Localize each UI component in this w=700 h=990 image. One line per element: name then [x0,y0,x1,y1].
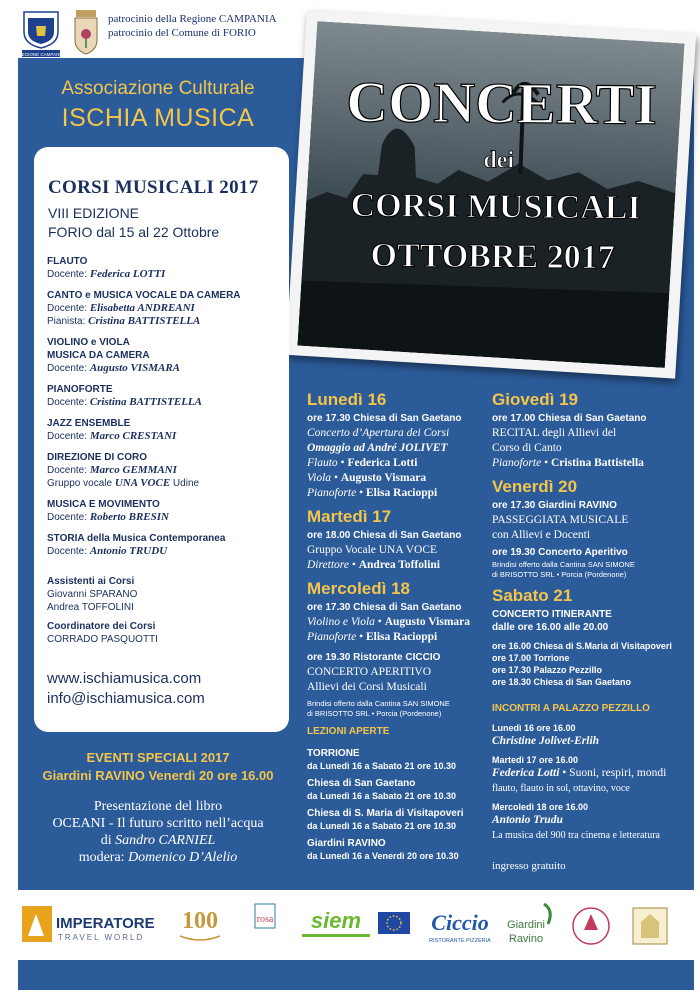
pianist-name: Cristina BATTISTELLA [88,315,201,327]
course-teacher-line [47,396,282,409]
eu-flag-icon [376,900,412,950]
sponsor-imperatore-sub: TRAVEL WORLD [58,933,145,942]
teacher-name: Roberto BRESIN [89,511,169,523]
teacher-label: Docente: [47,269,90,280]
association-line1: Associazione Culturale [61,78,255,99]
book-line3 [18,832,298,849]
schedule-right-column [492,390,687,874]
sponsor-100-logo [170,900,230,950]
book-author-prefix: di [100,833,116,848]
sponsor-note: Brindisi offerto dalla Cantina SAN SIMONE [492,560,635,569]
course-item [47,255,282,281]
course-item [47,336,282,375]
meeting-time: Mercoledì 18 ore 16.00 [492,802,589,812]
event-line: RECITAL degli Allievi del [492,427,617,439]
course-pianist-line [47,315,282,328]
lesson-place: TORRIONE [307,748,360,759]
performer-name: Augusto Vismara [340,472,427,484]
event-line: CONCERTO APERITIVO [307,666,432,678]
performer-line: Pianoforte • Elisa Racioppi [307,631,438,643]
performer-name: Cristina Battistella [550,457,644,469]
performer-line: Pianoforte • Elisa Racioppi [307,487,438,499]
event-line: CONCERTO ITINERANTE [492,609,612,620]
group-name: UNA VOCE [114,477,171,489]
meeting-desc-line [492,766,687,781]
performer-role: Viola [307,472,332,484]
sponsor-siem-logo [296,900,376,950]
course-item [47,289,282,328]
tour-stop: ore 16.00 Chiesa di S.Maria di Visitapoveri [492,641,672,651]
teacher-label: Docente: [47,397,90,408]
association-name: ISCHIA MUSICA [61,104,255,132]
teacher-name: Elisabetta ANDREANI [89,302,195,314]
event-line: dalle ore 16.00 alle 20.00 [492,622,609,633]
event-line: PASSEGGIATA MUSICALE [492,514,629,526]
course-title: CANTO e MUSICA VOCALE DA CAMERA [47,290,241,301]
lesson-when: da Lunedì 16 a Venerdì 20 ore 10.30 [307,851,459,861]
sponsor-ciccio-logo [420,900,500,950]
course-title-2: MUSICA DA CAMERA [47,350,150,361]
patrocinio-text [108,12,277,40]
performer-role: Violino e Viola [307,616,375,628]
event-time: ore 17.30 Chiesa di San Gaetano [307,413,462,424]
performer-line: Violino e Viola • Augusto Vismara [307,616,471,628]
performer-line: Pianoforte • Cristina Battistella [492,457,644,469]
course-teacher-line [47,511,282,524]
day-heading-mercoledi: Mercoledì 18 [307,579,410,598]
day-heading-lunedi: Lunedì 16 [307,390,387,409]
teacher-label: Docente: [47,363,90,374]
event-time: ore 17.30 Giardini RAVINO [492,500,617,511]
assistant-name: Andrea TOFFOLINI [47,602,134,613]
course-teacher-line [47,545,282,558]
schedule-left-column [307,390,487,862]
contacts-block [47,669,205,709]
meeting-speaker: Antonio Trudu [492,814,563,826]
lesson-place: Giardini RAVINO [307,838,386,849]
course-title: VIOLINO e VIOLA [47,337,130,348]
course-title: DIREZIONE DI CORO [47,452,148,463]
assistants-block [47,575,158,646]
teacher-name: Augusto VISMARA [89,362,180,374]
photo-title-dei: dei [483,147,515,174]
book-line2: OCEANI - Il futuro scritto nell’acqua [52,816,264,831]
teacher-name: Federica LOTTI [89,268,166,280]
photo-title-corsi: CORSI MUSICALI [350,187,641,227]
course-title: FLAUTO [47,256,88,267]
lezioni-aperte-title: LEZIONI APERTE [307,726,390,737]
special-events-title: EVENTI SPECIALI 2017 [86,750,230,765]
lesson-when: da Lunedì 16 a Sabato 21 ore 10.30 [307,821,457,831]
sponsor-note: di BRISOTTO SRL • Porcia (Pordenone) [307,709,442,718]
sponsor-rosa-name: rosa [256,914,274,925]
course-item [47,532,282,558]
photo-title-ottobre: OTTOBRE 2017 [370,237,615,277]
book-author: Sandro CARNIEL [115,833,216,848]
sponsor-100-name: 100 [182,908,218,934]
incontri-title: INCONTRI A PALAZZO PEZZILLO [492,703,650,714]
course-item [47,417,282,443]
meeting-time: Lunedì 16 ore 16.00 [492,723,576,733]
event-time: ore 19.30 Concerto Aperitivo [492,547,628,558]
group-city: Udine [170,478,200,489]
website-link[interactable]: www.ischiamusica.com [47,670,202,687]
event-line: Allievi dei Corsi Musicali [307,681,427,693]
course-title: PIANOFORTE [47,384,113,395]
meeting-desc: • Suoni, respiri, mondi [562,767,667,779]
lesson-place: Chiesa di S. Maria di Visitapoveri [307,808,464,819]
sponsor-note: di BRISOTTO SRL • Porcia (Pordenone) [492,570,627,579]
sponsor-ravino-name1: Giardini [507,919,545,931]
group-label: Gruppo vocale [47,478,115,489]
sponsor-ciccio-sub: RISTORANTE PIZZERIA [429,938,491,944]
course-group-line [47,477,282,490]
sponsor-ciccio-name: Ciccio [431,910,489,935]
meeting-time: Martedì 17 ore 16.00 [492,755,579,765]
teacher-label: Docente: [47,512,90,523]
lesson-place: Chiesa di San Gaetano [307,778,416,789]
meeting-desc: La musica del 900 tra cinema e letteratura [492,830,660,841]
tour-stop: ore 17.30 Palazzo Pezzillo [492,665,603,675]
event-time: ore 17.30 Chiesa di San Gaetano [307,602,462,613]
book-moderator-prefix: modera: [78,850,129,865]
teacher-name: Cristina BATTISTELLA [89,396,202,408]
event-line: Concerto d’Apertura dei Corsi [307,427,450,439]
free-entry-note: ingresso gratuito [492,860,566,872]
performer-name: Elisa Racioppi [365,631,438,643]
course-item [47,498,282,524]
sponsor-rosa-logo [245,900,285,950]
lesson-when: da Lunedì 16 a Sabato 21 ore 10.30 [307,761,457,771]
teacher-label: Docente: [47,465,90,476]
concerti-photo [286,10,696,378]
course-title: JAZZ ENSEMBLE [47,418,131,429]
sponsor-church-logo [625,900,675,950]
performer-role: Direttore [307,559,349,571]
course-teacher-line [47,464,282,477]
meeting-speaker: Federica Lotti [492,767,560,779]
meeting-desc: flauto, flauto in sol, ottavino, voce [492,783,630,794]
event-time: ore 18.00 Chiesa di San Gaetano [307,530,462,541]
teacher-label: Docente: [47,303,90,314]
teacher-name: Antonio TRUDU [89,545,168,557]
course-item [47,383,282,409]
book-moderator: Domenico D’Alelio [128,850,238,865]
regione-campania-logo [18,8,64,58]
course-teacher-line [47,362,282,375]
performer-line: Direttore • Andrea Toffolini [307,559,441,571]
teacher-name: Marco GEMMANI [89,464,177,476]
course-list [47,255,282,566]
patrocinio-comune: patrocinio del Comune di FORIO [108,27,256,39]
courses-dates: FORIO dal 15 al 22 Ottobre [48,224,220,240]
meeting-speaker: Christine Jolivet-Erlih [492,735,600,747]
lesson-when: da Lunedì 16 a Sabato 21 ore 10.30 [307,791,457,801]
course-teacher-line [47,430,282,443]
sponsor-imperatore-logo [20,900,160,950]
course-item [47,451,282,490]
bottom-blue-band [18,960,694,990]
event-line: Omaggio ad André JOLIVET [307,442,448,454]
assistants-title: Assistenti ai Corsi [47,576,135,587]
performer-name: Augusto Vismara [384,616,471,628]
region-logo-text: REGIONE CAMPANIA [18,52,64,57]
coordinator-name: CORRADO PASQUOTTI [47,634,158,645]
performer-line: Flauto • Federica Lotti [307,457,418,469]
day-heading-venerdi: Venerdì 20 [492,477,578,496]
courses-card [34,147,289,732]
course-teacher-line [47,302,282,315]
comune-forio-crest [72,8,100,56]
teacher-name: Marco CRESTANI [89,430,177,442]
sponsor-imperatore-name: IMPERATORE [56,915,155,932]
tour-stop: ore 18.30 Chiesa di San Gaetano [492,677,632,687]
day-heading-giovedi: Giovedì 19 [492,390,578,409]
courses-title: CORSI MUSICALI 2017 [48,177,259,198]
teacher-label: Docente: [47,546,90,557]
pianist-label: Pianista: [47,316,89,327]
performer-name: Federica Lotti [347,457,418,469]
assistant-name: Giovanni SPARANO [47,589,138,600]
photo-title-concerti: CONCERTI [346,69,658,137]
patrocinio-regione: patrocinio della Regione CAMPANIA [108,13,277,25]
performer-role: Pianoforte [307,487,357,499]
performer-line: Viola • Augusto Vismara [307,472,427,484]
book-presentation [18,798,298,866]
performer-role: Pianoforte [307,631,357,643]
book-line4 [18,849,298,866]
performer-role: Pianoforte [492,457,542,469]
performer-role: Flauto [307,457,338,469]
special-events-subtitle: Giardini RAVINO Venerdì 20 ore 16.00 [42,768,274,783]
event-line: Corso di Canto [492,442,562,454]
sponsor-ravino-name2: Ravino [508,933,544,945]
sponsor-emblem-logo [566,900,616,950]
sponsor-note: Brindisi offerto dalla Cantina SAN SIMONE [307,699,450,708]
coordinator-title: Coordinatore dei Corsi [47,621,156,632]
email-link[interactable]: info@ischiamusica.com [47,690,205,707]
courses-edition: VIII EDIZIONE [48,205,140,221]
day-heading-sabato: Sabato 21 [492,586,573,605]
special-events [18,749,298,785]
tour-stop: ore 17.00 Torrione [492,653,570,663]
event-time: ore 17.00 Chiesa di San Gaetano [492,413,647,424]
event-line: Gruppo Vocale UNA VOCE [307,544,438,556]
photo-image [297,21,684,368]
teacher-label: Docente: [47,431,90,442]
course-title: MUSICA E MOVIMENTO [47,499,160,510]
performer-name: Andrea Toffolini [358,559,441,571]
day-heading-martedi: Martedì 17 [307,507,392,526]
book-line1: Presentazione del libro [93,799,223,814]
course-title: STORIA della Musica Contemporanea [47,533,226,544]
event-time: ore 19.30 Ristorante CICCIO [307,652,441,663]
course-teacher-line [47,268,282,281]
event-line: con Allievi e Docenti [492,529,591,541]
sponsor-ravino-logo [500,900,560,950]
sponsor-siem-name: siem [310,908,362,933]
performer-name: Elisa Racioppi [365,487,438,499]
